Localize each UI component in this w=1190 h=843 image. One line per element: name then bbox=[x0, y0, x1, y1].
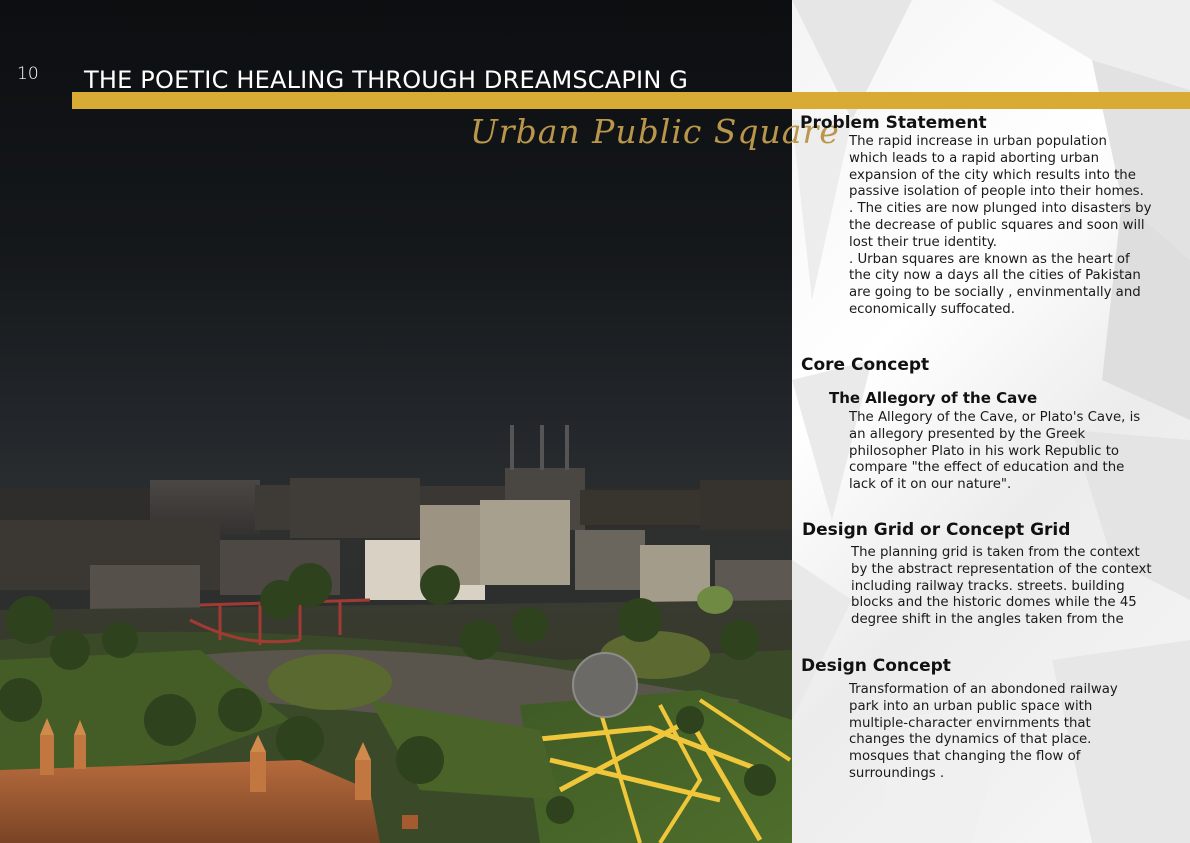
page-subtitle: Urban Public Square bbox=[470, 112, 840, 151]
text-line: . Urban squares are known as the heart of bbox=[849, 251, 1130, 267]
text-line: an allegory presented by the Greek bbox=[849, 426, 1086, 442]
allegory-subheading: The Allegory of the Cave bbox=[829, 389, 1038, 407]
text-line: including railway tracks. streets. building bbox=[851, 578, 1125, 594]
text-line: changes the dynamics of that place. bbox=[849, 732, 1092, 748]
text-line: . The cities are now plunged into disasters by bbox=[849, 201, 1152, 217]
text-line: expansion of the city which results into the bbox=[849, 167, 1136, 183]
faceted-background bbox=[792, 0, 1190, 843]
page-title: THE POETIC HEALING THROUGH DREAMSCAPIN G bbox=[84, 66, 689, 94]
page-number: 10 bbox=[17, 64, 39, 84]
text-line: The Allegory of the Cave, or Plato's Cave, is bbox=[849, 410, 1141, 425]
text-line: lack of it on our nature". bbox=[849, 477, 1012, 493]
text-line: passive isolation of people into their homes. bbox=[849, 184, 1144, 200]
text-line: blocks and the historic domes while the 45 bbox=[851, 595, 1137, 611]
title-underline-bar bbox=[72, 92, 1190, 109]
text-line: are going to be socially , envinmentally and bbox=[849, 285, 1141, 301]
text-panel bbox=[792, 0, 1190, 843]
text-line: mosques that changing the flow of bbox=[849, 749, 1081, 765]
text-line: which leads to a rapid aborting urban bbox=[849, 150, 1100, 166]
text-line: compare "the effect of education and the bbox=[849, 460, 1125, 476]
text-line: by the abstract representation of the context bbox=[851, 561, 1152, 577]
text-line: Transformation of an abondoned railway bbox=[849, 682, 1118, 697]
text-line: degree shift in the angles taken from the bbox=[851, 612, 1124, 628]
design-concept-heading: Design Concept bbox=[801, 656, 951, 676]
text-line: lost their true identity. bbox=[849, 234, 997, 250]
text-line: park into an urban public space with bbox=[849, 698, 1093, 714]
text-line: economically suffocated. bbox=[849, 301, 1015, 317]
text-line: The rapid increase in urban population bbox=[849, 134, 1107, 149]
text-line: The planning grid is taken from the context bbox=[851, 545, 1140, 560]
design-grid-heading: Design Grid or Concept Grid bbox=[802, 520, 1071, 540]
text-line: philosopher Plato in his work Republic to bbox=[849, 443, 1120, 459]
text-line: the city now a days all the cities of Pakistan bbox=[849, 268, 1141, 284]
text-line: surroundings . bbox=[849, 765, 945, 781]
background-buildings bbox=[0, 425, 792, 625]
core-concept-heading: Core Concept bbox=[801, 355, 930, 375]
text-line: the decrease of public squares and soon will bbox=[849, 217, 1145, 233]
problem-statement-heading: Problem Statement bbox=[800, 113, 987, 133]
text-line: multiple-character envirnments that bbox=[849, 715, 1091, 731]
